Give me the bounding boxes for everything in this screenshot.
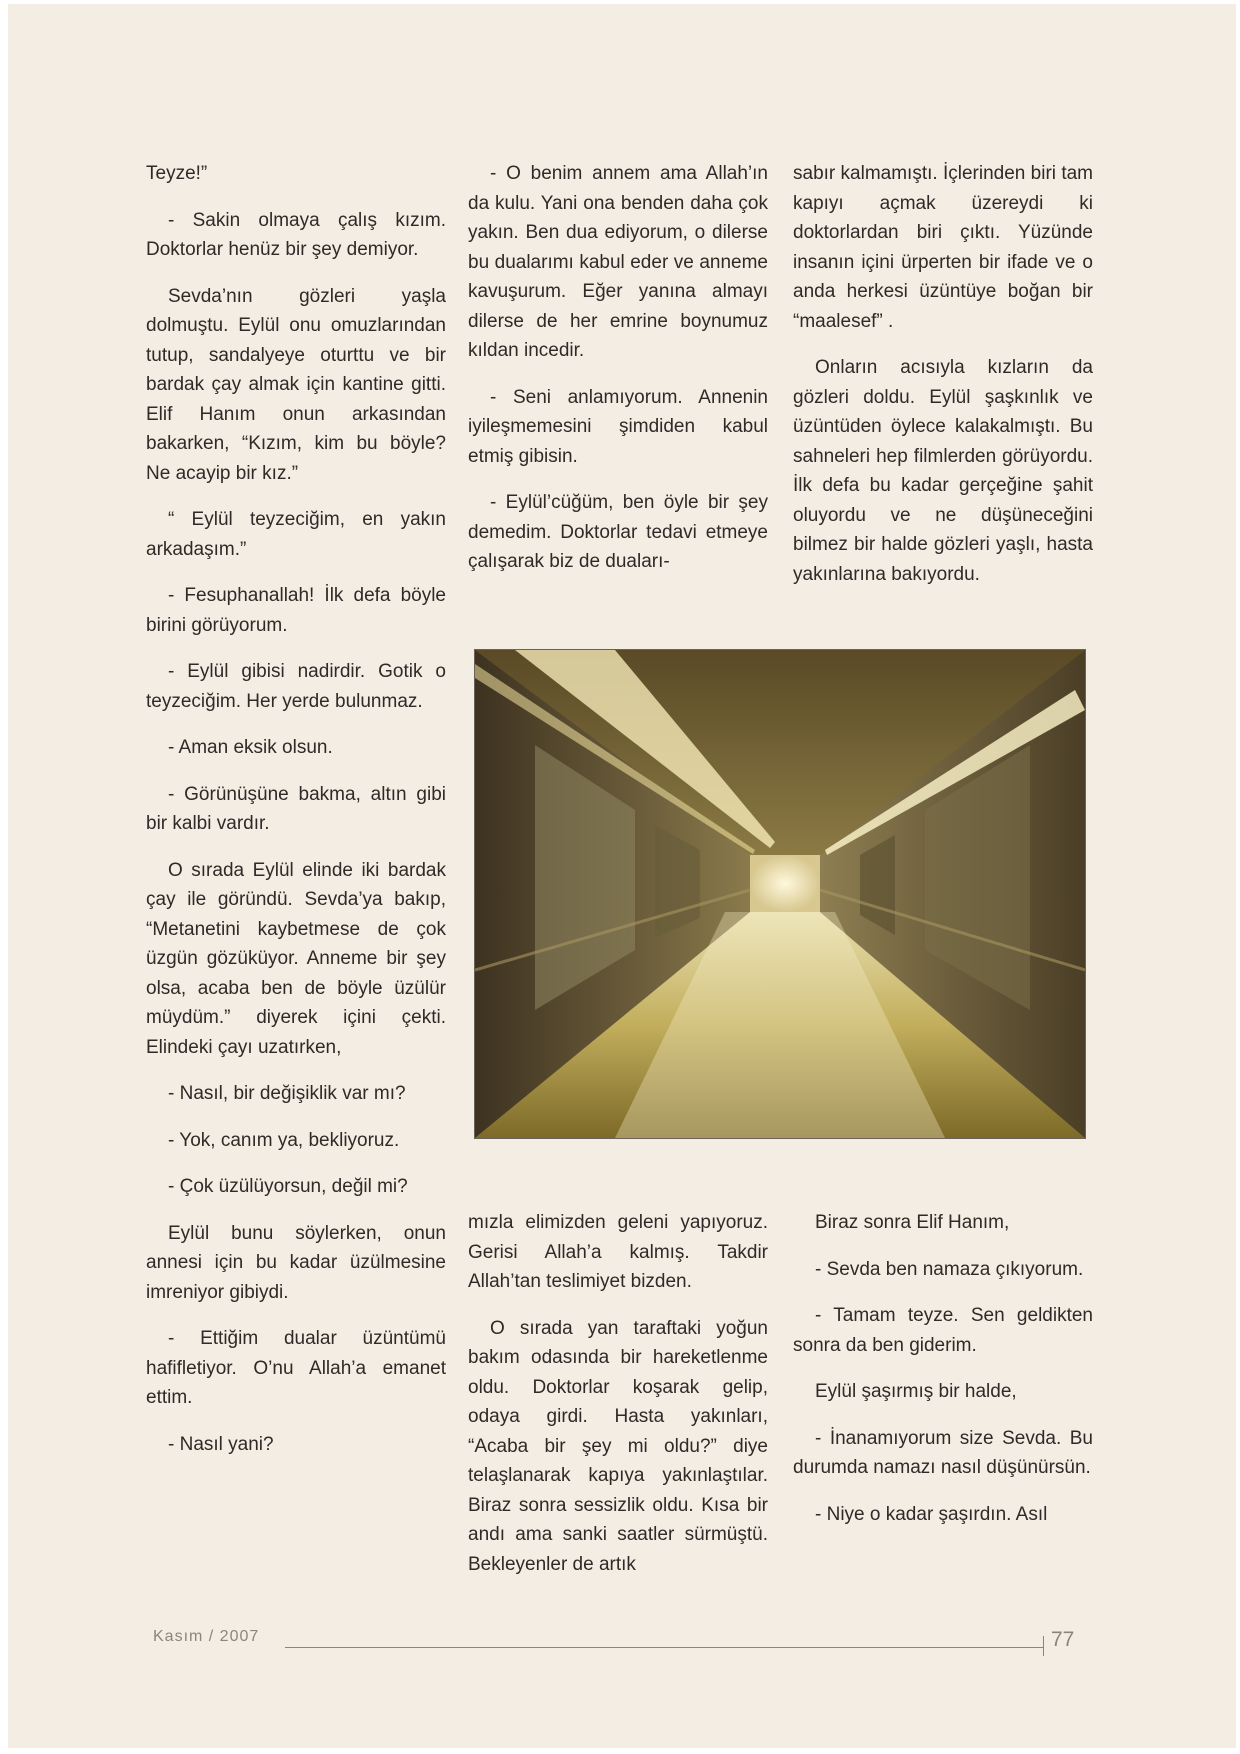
paragraph: Eylül bunu söylerken, onun annesi için bu kadar üzülmesine imreniyor gibiydi. [146,1222,446,1303]
paragraph: - Çok üzülüyorsun, değil mi? [168,1176,408,1197]
text-column-left [146,159,446,1476]
hospital-corridor-photo [474,649,1086,1139]
paragraph: Eylül şaşırmış bir halde, [815,1381,1017,1402]
paragraph: O sırada Eylül elinde iki bardak çay ile göründü. Sevda’ya bakıp, “Metanetini kaybetmese de çok üzgün gözüküyor. Anneme bir şey olsa, acaba ben de böyle üzülür müydüm.” diyerek içini çekti. Elindeki çayı uzatırken, [146,859,446,1058]
corridor-illustration [475,650,1085,1138]
paragraph: sabır kalmamıştı. İçlerinden biri tam kapıyı açmak üzereydi ki doktorlardan biri çıktı. Yüzünde insanın içini ürperten bir ifade ve o anda herkesi üzüntüye boğan bir “maalesef” . [793,163,1093,332]
paragraph: - Eylül’cüğüm, ben öyle bir şey demedim. Doktorlar tedavi etmeye çalışarak biz de duaları- [468,492,768,572]
paragraph: “ Eylül teyzeciğim, en yakın arkadaşım.” [146,509,446,560]
paragraph: - Görünüşüne bakma, altın gibi bir kalbi vardır. [146,783,446,834]
footer-rule [285,1647,1043,1648]
paragraph: O sırada yan taraftaki yoğun bakım odasında bir hareketlenme oldu. Doktorlar koşarak gelip, odaya girdi. Hasta yakınları, “Acaba bir şey mi oldu?” diye telaşlanarak kapıya yakınlaştılar. Biraz sonra sessizlik oldu. Kısa bir andı ama sanki saatler sürmüştü. Bekleyenler de artık [468,1317,768,1575]
paragraph: - İnanamıyorum size Sevda. Bu durumda namazı nasıl düşünürsün. [793,1427,1093,1478]
paragraph: mızla elimizden geleni yapıyoruz. Gerisi Allah’a kalmış. Takdir Allah’tan teslimiyet bizden. [468,1212,768,1292]
text-column-right-bottom [793,1208,1093,1546]
paragraph: - Fesuphanallah! İlk defa böyle birini görüyorum. [146,585,446,636]
paragraph: - Yok, canım ya, bekliyoruz. [168,1129,400,1151]
text-column-right-top [793,159,1093,606]
paragraph: - Nasıl yani? [168,1433,274,1455]
paragraph: Teyze!” [146,163,208,184]
paragraph: Biraz sonra Elif Hanım, [815,1212,1010,1233]
paragraph: - Tamam teyze. Sen geldikten sonra da ben giderim. [793,1305,1093,1356]
paragraph: - Sevda ben namaza çıkıyorum. [815,1258,1084,1280]
footer-date: Kasım / 2007 [153,1628,260,1645]
paragraph: - Niye o kadar şaşırdın. Asıl [815,1503,1048,1525]
text-column-middle-bottom [468,1208,768,1596]
magazine-page [8,4,1236,1748]
paragraph: - Eylül gibisi nadirdir. Gotik o teyzeciğim. Her yerde bulunmaz. [146,661,446,712]
paragraph: Sevda’nın gözleri yaşla dolmuştu. Eylül onu omuzlarından tutup, sandalyeye oturttu ve bir bardak çay almak için kantine gitti. Elif Hanım onun arkasından bakarken, “Kızım, kim bu böyle? Ne acayip bir kız.” [146,285,446,484]
text-column-middle-top [468,159,768,594]
paragraph: Onların acısıyla kızların da gözleri doldu. Eylül şaşkınlık ve üzüntüden öylece kalakalmıştı. Bu sahneleri hep filmlerden görüyordu. İlk defa bu kadar gerçeğine şahit oluyordu ve ne düşüneceğini bilmez bir halde gözleri yaşlı, hasta yakınlarına bakıyordu. [793,357,1093,585]
footer-divider [1043,1636,1044,1656]
page-number: 77 [1051,1628,1075,1651]
paragraph: - Nasıl, bir değişiklik var mı? [168,1083,406,1104]
paragraph: - Ettiğim dualar üzüntümü hafifletiyor. O’nu Allah’a emanet ettim. [146,1328,446,1408]
paragraph: - O benim annem ama Allah’ın da kulu. Yani ona benden daha çok yakın. Ben dua ediyorum, o dilerse bu dualarımı kabul eder ve anneme kavuşurum. Eğer yanına almayı dilerse de her emrine boynumuz kıldan incedir. [468,163,768,361]
paragraph: - Aman eksik olsun. [168,737,333,758]
paragraph: - Seni anlamıyorum. Annenin iyileşmemesini şimdiden kabul etmiş gibisin. [468,386,768,467]
paragraph: - Sakin olmaya çalış kızım. Doktorlar henüz bir şey demiyor. [146,209,446,260]
